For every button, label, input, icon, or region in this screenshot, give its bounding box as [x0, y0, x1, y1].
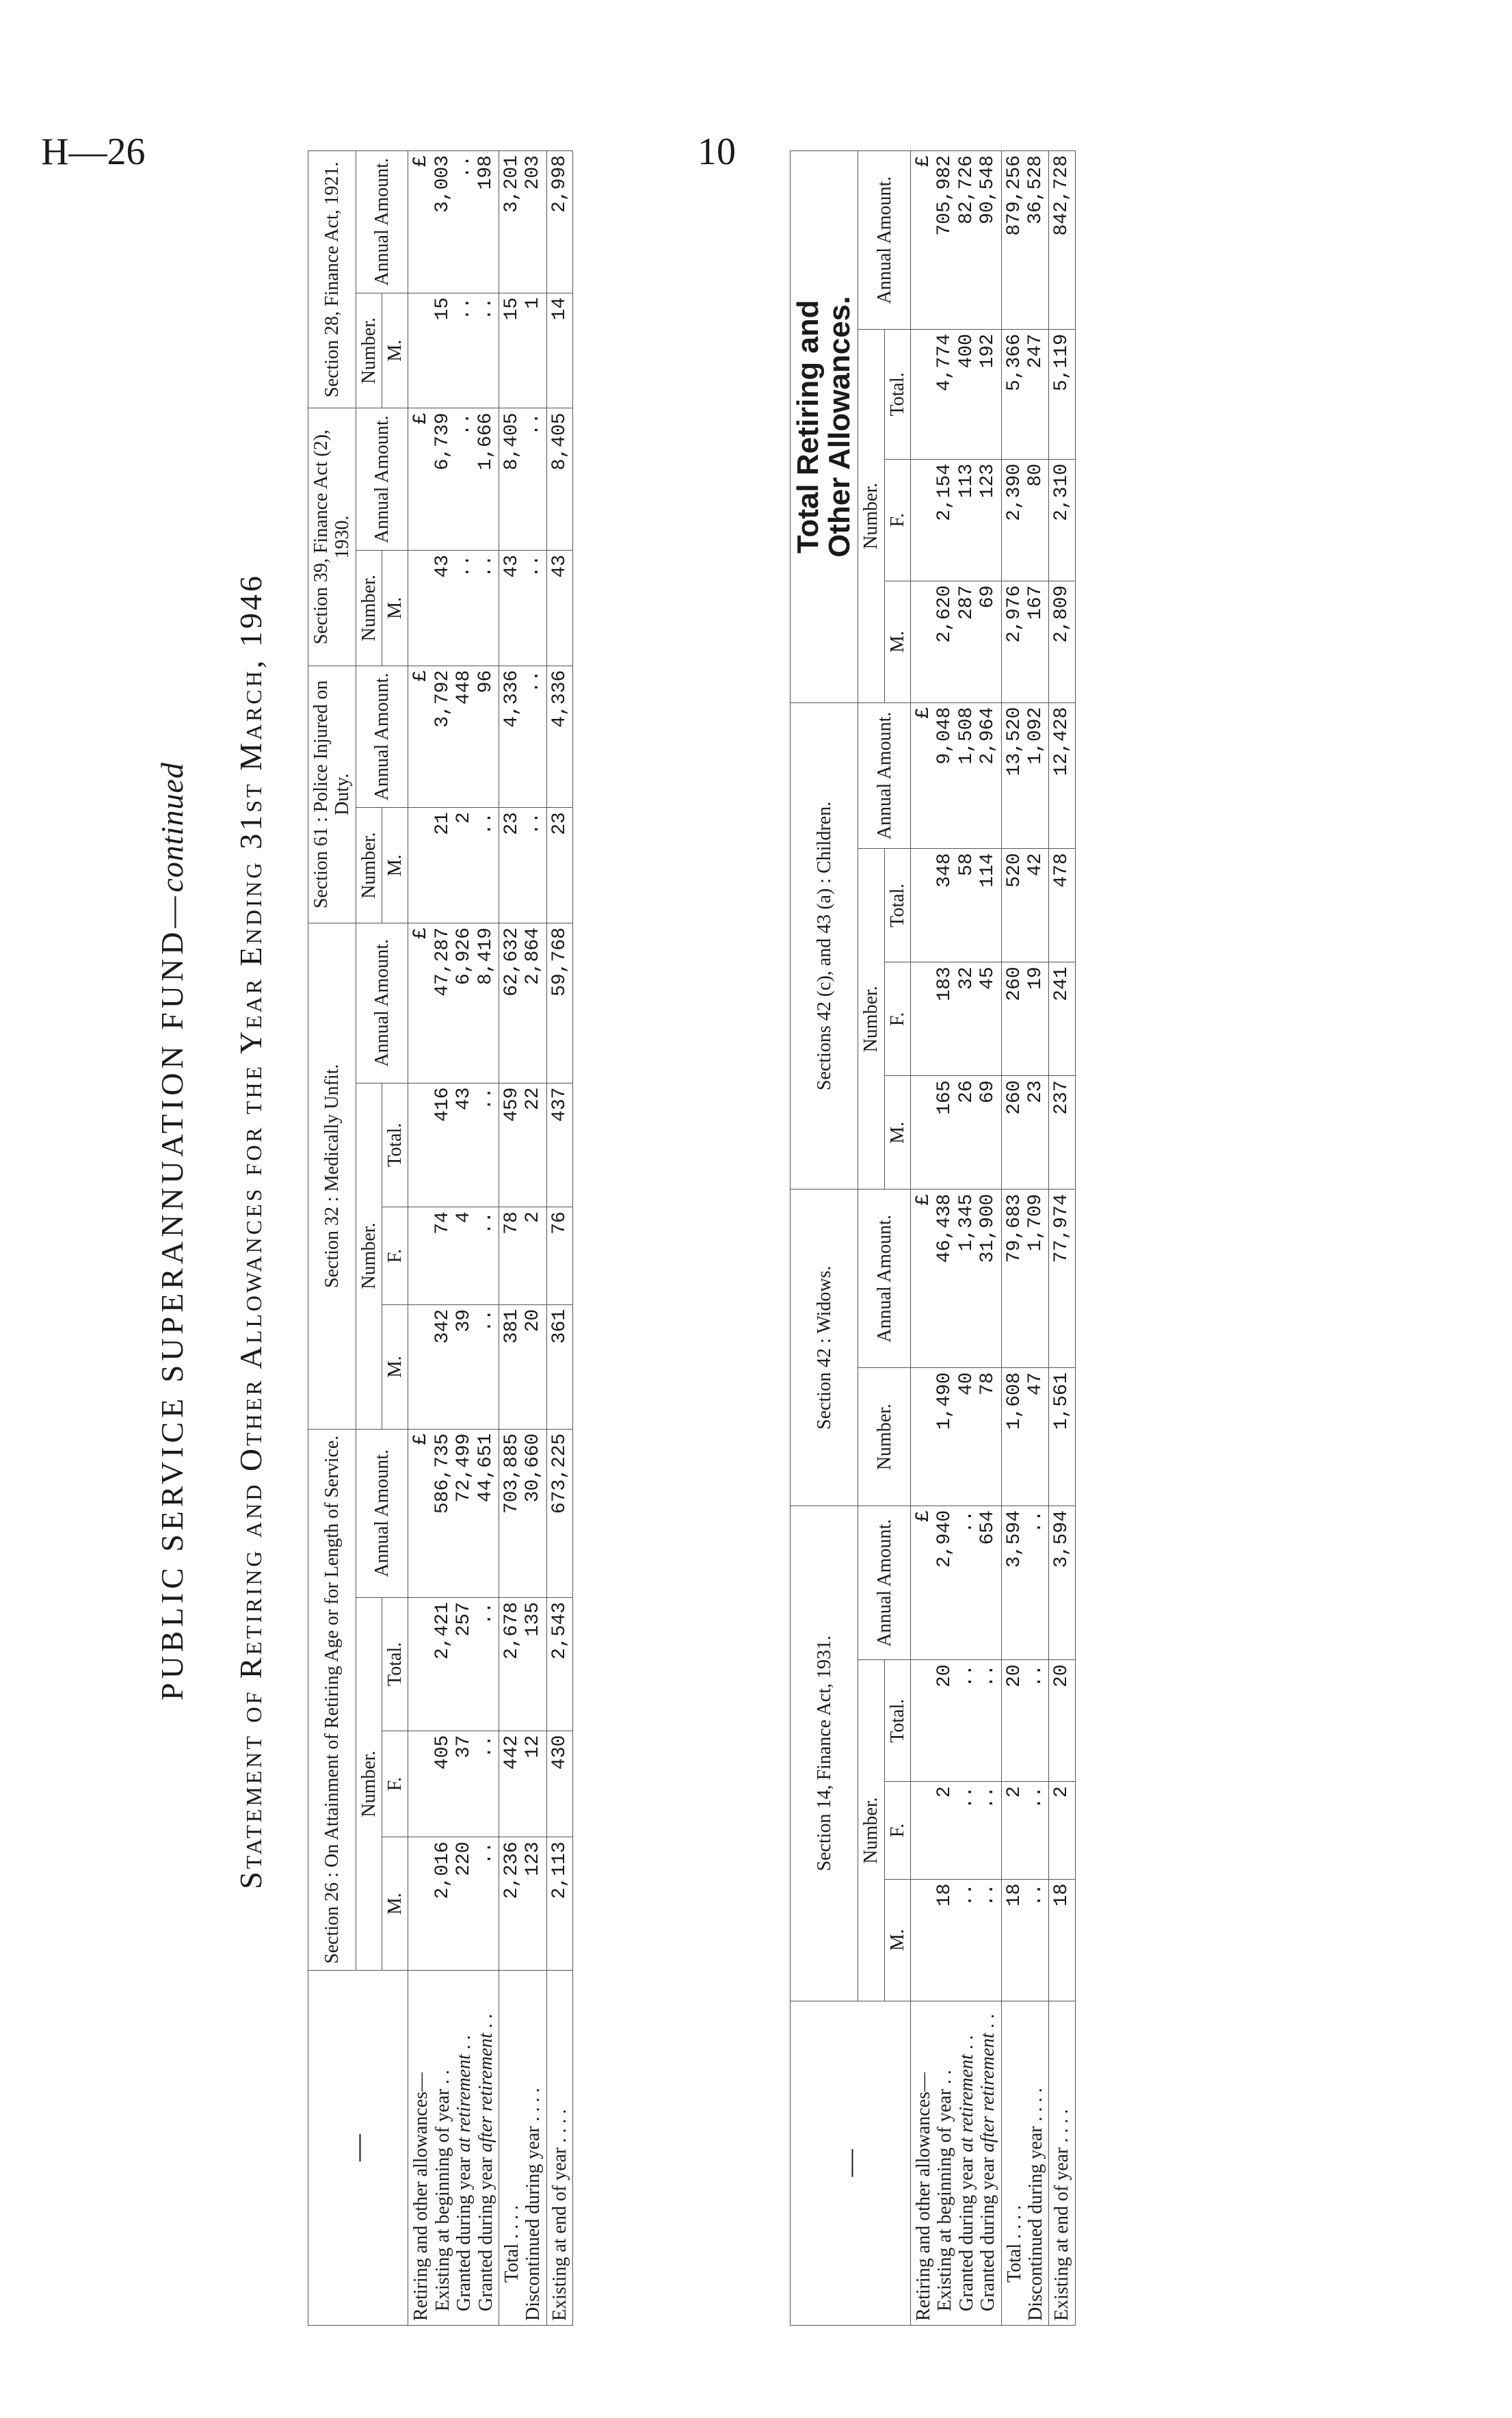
- t1-section-32-header: Section 32 : Medically Unfit.: [308, 923, 356, 1429]
- t1-f-header: F.: [382, 1731, 408, 1837]
- t1-s28-m: 15 .. ..: [408, 293, 499, 408]
- t2-s14-total: 20 ..: [1001, 1660, 1049, 1782]
- t1-s32-amount: 62,632 2,864: [499, 923, 546, 1083]
- t1-stub-header: —: [308, 1971, 408, 2326]
- t1-row-labels-block2: Total . . . . Discontinued during year . . . .: [499, 1971, 546, 2326]
- t2-total-header: Total.: [884, 330, 910, 460]
- t1-s26-f: 442 12: [499, 1731, 546, 1837]
- t2-ch-total: 348 58 114: [911, 849, 1001, 962]
- t2-ch-m: 165 26 69: [911, 1076, 1001, 1190]
- fund-title-text: PUBLIC SERVICE SUPERANNUATION FUND—: [155, 892, 189, 1700]
- t2-m-header: M.: [884, 1076, 910, 1190]
- t2-s42-amount: 77,974: [1049, 1190, 1075, 1368]
- t2-ch-f: 183 32 45: [911, 962, 1001, 1076]
- t2-s42-amount: 79,683 1,709: [1001, 1190, 1049, 1368]
- t1-section-26-header: Section 26 : On Attainment of Retiring Age or for Length of Service.: [308, 1429, 356, 1970]
- t1-s32-total: 459 22: [499, 1083, 546, 1207]
- t1-s39-m: 43 .. ..: [408, 551, 499, 666]
- t2-ch-amount: 13,520 1,092: [1001, 702, 1049, 849]
- t1-s26-m: 2,016 220 ..: [408, 1837, 499, 1971]
- t2-tot-total: 5,119: [1049, 330, 1075, 460]
- t1-m-header: M.: [382, 1304, 408, 1429]
- t2-total-header: Total.: [884, 1660, 910, 1782]
- t1-amount-header: Annual Amount.: [356, 666, 408, 808]
- t2-s14-amount: 3,594 ..: [1001, 1506, 1049, 1660]
- t2-amount-header: Annual Amount.: [858, 702, 911, 849]
- t2-ch-total: 520 42: [1001, 849, 1049, 962]
- t2-ch-f: 241: [1049, 962, 1075, 1076]
- t1-s61-amount: 4,336: [546, 666, 572, 808]
- t1-s26-total: 2,543: [546, 1598, 572, 1731]
- t1-s32-f: 78 2: [499, 1207, 546, 1305]
- t2-children-header: Sections 42 (c), and 43 (a) : Children.: [791, 702, 858, 1190]
- t2-s14-f: 2 .. ..: [911, 1782, 1001, 1879]
- t2-s14-m: 18: [1049, 1879, 1075, 2001]
- t2-section-42-header: Section 42 : Widows.: [791, 1190, 858, 1506]
- t1-number-header: Number.: [356, 1598, 382, 1971]
- t1-s28-m: 15 1: [499, 293, 546, 408]
- t2-number-header: Number.: [858, 1660, 884, 2001]
- table-row: [499, 151, 546, 2326]
- t1-s32-m: 342 39 ..: [408, 1304, 499, 1429]
- t2-tot-f: 2,154 113 123: [911, 459, 1001, 581]
- t2-m-header: M.: [884, 581, 910, 702]
- t1-s32-total: 437: [546, 1083, 572, 1207]
- t1-s28-amount: 2,998: [546, 151, 572, 293]
- t2-m-header: M.: [884, 1879, 910, 2001]
- t2-s14-m: 18 .. ..: [911, 1879, 1001, 2001]
- t1-s32-m: 361: [546, 1304, 572, 1429]
- t1-s32-f: 76: [546, 1207, 572, 1305]
- t1-row-label-end: Existing at end of year . . . .: [546, 1971, 572, 2326]
- t1-s32-total: 416 43 ..: [408, 1083, 499, 1207]
- t1-amount-header: Annual Amount.: [356, 923, 408, 1083]
- t2-total-header: Total.: [884, 849, 910, 962]
- t2-amount-header: Annual Amount.: [858, 1190, 911, 1368]
- t2-row-labels-block2: Total . . . . Discontinued during year . . . .: [1001, 2001, 1049, 2325]
- t2-tot-m: 2,809: [1049, 581, 1075, 702]
- t2-s14-m: 18 ..: [1001, 1879, 1049, 2001]
- t2-tot-amount: 879,256 36,528: [1001, 151, 1049, 330]
- t2-s14-f: 2 ..: [1001, 1782, 1049, 1879]
- t1-s28-amount: 3,201 203: [499, 151, 546, 293]
- t2-amount-header: Annual Amount.: [858, 151, 911, 330]
- t1-section-28-header: Section 28, Finance Act, 1921.: [308, 151, 356, 408]
- t2-ch-m: 260 23: [1001, 1076, 1049, 1190]
- table-row: [408, 151, 499, 2326]
- t1-s61-amount: 4,336 ..: [499, 666, 546, 808]
- t1-m-header: M.: [382, 1837, 408, 1971]
- t2-s14-f: 2: [1049, 1782, 1075, 1879]
- t2-row-labels-block1: Retiring and other allowances— Existing at beginning of year . . Granted during year at retirement . . Granted during year after retirement . .: [911, 2001, 1001, 2325]
- table-row: [1001, 151, 1049, 2326]
- t1-section-61-header: Section 61 : Police Injured on Duty.: [308, 666, 356, 923]
- t1-f-header: F.: [382, 1207, 408, 1305]
- t1-s39-m: 43: [546, 551, 572, 666]
- t2-tot-m: 2,620 287 69: [911, 581, 1001, 702]
- t1-section-39-header: Section 39, Finance Act (2), 1930.: [308, 408, 356, 666]
- t2-s14-total: 20 .. ..: [911, 1660, 1001, 1782]
- t1-s26-amount: 703,885 30,660: [499, 1429, 546, 1598]
- t1-m-header: M.: [382, 808, 408, 923]
- t2-s14-total: 20: [1049, 1660, 1075, 1782]
- t2-amount-header: Annual Amount.: [858, 1506, 911, 1660]
- table-row: [911, 151, 1001, 2326]
- t1-s32-amount: £ 47,287 6,926 8,419: [408, 923, 499, 1083]
- t1-s26-m: 2,236 123: [499, 1837, 546, 1971]
- continued-text: continued: [155, 762, 189, 893]
- t1-number-header: Number.: [356, 293, 382, 408]
- statement-title: Statement of Retiring and Other Allowances for the Year Ending 31st March, 1946: [233, 573, 268, 1889]
- t1-s39-m: 43 ..: [499, 551, 546, 666]
- t2-s42-number: 1,608 47: [1001, 1368, 1049, 1506]
- t2-number-header: Number.: [858, 330, 884, 703]
- t2-section-14-header: Section 14, Finance Act, 1931.: [791, 1506, 858, 2001]
- t1-total-header: Total.: [382, 1083, 408, 1207]
- t1-s26-amount: £ 586,735 72,499 44,651: [408, 1429, 499, 1598]
- t1-m-header: M.: [382, 551, 408, 666]
- t2-ch-m: 237: [1049, 1076, 1075, 1190]
- table-sections-14-42-children-total: [790, 150, 1076, 2326]
- t2-ch-amount: £ 9,048 1,508 2,964: [911, 702, 1001, 849]
- table-sections-26-32-61-39-28: [308, 150, 573, 2326]
- t2-ch-f: 260 19: [1001, 962, 1049, 1076]
- t1-s28-amount: £ 3,003 .. 198: [408, 151, 499, 293]
- t1-amount-header: Annual Amount.: [356, 151, 408, 293]
- t1-s26-total: 2,421 257 ..: [408, 1598, 499, 1731]
- table-row: [546, 151, 572, 2326]
- t2-s42-number: 1,490 40 78: [911, 1368, 1001, 1506]
- t2-tot-total: 4,774 400 192: [911, 330, 1001, 460]
- t1-amount-header: Annual Amount.: [356, 408, 408, 551]
- t2-number-header: Number.: [858, 1368, 911, 1506]
- t2-ch-amount: 12,428: [1049, 702, 1075, 849]
- t2-tot-f: 2,310: [1049, 459, 1075, 581]
- rotated-statement: [133, 137, 1255, 2326]
- t1-s32-amount: 59,768: [546, 923, 572, 1083]
- t1-s26-f: 430: [546, 1731, 572, 1837]
- t1-s61-m: 21 2 ..: [408, 808, 499, 923]
- table-row: [1049, 151, 1075, 2326]
- t1-row-labels-block1: Retiring and other allowances— Existing at beginning of year . . Granted during year at retirement . . Granted during year after retirement . .: [408, 1971, 499, 2326]
- t1-number-header: Number.: [356, 1083, 382, 1429]
- t1-s61-m: 23: [546, 808, 572, 923]
- page-number: 10: [698, 131, 736, 173]
- t1-s39-amount: £ 6,739 .. 1,666: [408, 408, 499, 551]
- t2-row-label-end: Existing at end of year . . . .: [1049, 2001, 1075, 2325]
- t1-s26-m: 2,113: [546, 1837, 572, 1971]
- t2-tot-amount: 842,728: [1049, 151, 1075, 330]
- t1-s39-amount: 8,405: [546, 408, 572, 551]
- t2-tot-f: 2,390 80: [1001, 459, 1049, 581]
- t1-s32-m: 381 20: [499, 1304, 546, 1429]
- t2-s42-amount: £ 46,438 1,345 31,900: [911, 1190, 1001, 1368]
- t2-tot-m: 2,976 167: [1001, 581, 1049, 702]
- t2-stub-header: —: [791, 2001, 911, 2325]
- t2-number-header: Number.: [858, 849, 884, 1190]
- t2-s42-number: 1,561: [1049, 1368, 1075, 1506]
- t2-s14-amount: 3,594: [1049, 1506, 1075, 1660]
- fund-title: [154, 137, 190, 2326]
- t2-tot-total: 5,366 247: [1001, 330, 1049, 460]
- t1-s61-m: 23 ..: [499, 808, 546, 923]
- t1-total-header: Total.: [382, 1598, 408, 1731]
- t1-s32-f: 74 4 ..: [408, 1207, 499, 1305]
- t1-s26-total: 2,678 135: [499, 1598, 546, 1731]
- t1-amount-header: Annual Amount.: [356, 1429, 408, 1598]
- page-code: H—26: [41, 131, 146, 173]
- t2-tot-amount: £ 705,982 82,726 90,548: [911, 151, 1001, 330]
- t2-total-allowances-header: Total Retiring and Other Allowances.: [791, 151, 858, 703]
- t1-s26-f: 405 37 ..: [408, 1731, 499, 1837]
- t2-f-header: F.: [884, 459, 910, 581]
- t1-number-header: Number.: [356, 551, 382, 666]
- t1-m-header: M.: [382, 293, 408, 408]
- t2-s14-amount: £ 2,940 .. 654: [911, 1506, 1001, 1660]
- t2-f-header: F.: [884, 1782, 910, 1879]
- t1-s39-amount: 8,405 ..: [499, 408, 546, 551]
- t1-s28-m: 14: [546, 293, 572, 408]
- t1-number-header: Number.: [356, 808, 382, 923]
- t1-s26-amount: 673,225: [546, 1429, 572, 1598]
- t1-s61-amount: £ 3,792 448 96: [408, 666, 499, 808]
- t2-f-header: F.: [884, 962, 910, 1076]
- t2-ch-total: 478: [1049, 849, 1075, 962]
